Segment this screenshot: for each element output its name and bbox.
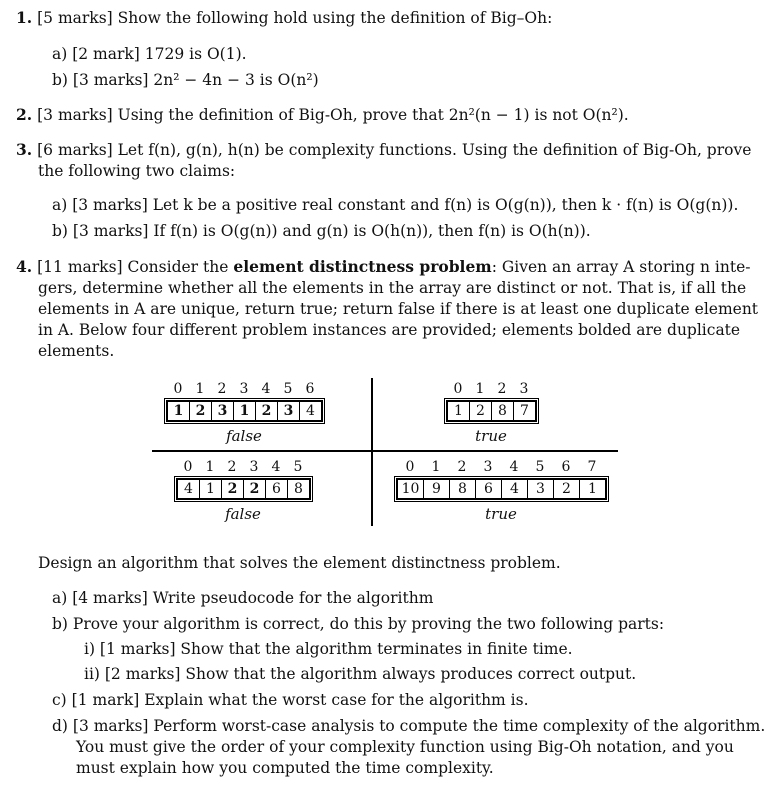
instance-1	[164, 382, 324, 446]
array-index: 5	[535, 459, 545, 475]
question-3	[16, 140, 751, 160]
array-cell-duplicate: 2	[190, 402, 212, 420]
question-3b: b) [3 marks] If f(n) is O(g(n)) and g(n) is O(h(n)), then f(n) is O(h(n)).	[52, 222, 591, 240]
array-cell: 1	[588, 481, 597, 497]
array-cell-duplicate: 2	[222, 480, 244, 498]
question-4-number: 4.	[16, 257, 33, 276]
array-index: 5	[293, 459, 303, 475]
array-index: 3	[519, 381, 529, 397]
question-1-text: [5 marks] Show the following hold using the definition of Big–Oh:	[37, 9, 553, 27]
array-index: 1	[431, 459, 441, 475]
array-index: 2	[217, 381, 227, 397]
array-cell: 8	[492, 402, 514, 420]
array-cells	[446, 400, 537, 422]
question-4	[16, 257, 751, 277]
question-3-line-1: [6 marks] Let f(n), g(n), h(n) be complexity functions. Using the definition of Big-Oh, prove	[37, 141, 752, 159]
question-1-number: 1.	[16, 8, 33, 27]
array-cell: 7	[520, 403, 529, 419]
question-4a: a) [4 marks] Write pseudocode for the algorithm	[52, 589, 434, 607]
array-cell: 4	[502, 480, 528, 498]
question-4d-line-2: You must give the order of your complexity function using Big-Oh notation, and you	[76, 738, 734, 756]
array-index: 0	[173, 381, 183, 397]
question-2-number: 2.	[16, 105, 33, 124]
instance-result: false	[225, 505, 261, 523]
array-cell: 8	[294, 481, 303, 497]
array-index: 7	[587, 459, 597, 475]
array-cell: 1	[200, 480, 222, 498]
question-4-line-5: elements.	[38, 342, 115, 360]
array-cell-duplicate: 1	[168, 402, 190, 420]
array-index: 0	[405, 459, 415, 475]
array-cell: 3	[528, 480, 554, 498]
question-3a: a) [3 marks] Let k be a positive real constant and f(n) is O(g(n)), then k · f(n) is O(g(n)).	[52, 196, 739, 214]
instance-result: true	[485, 505, 517, 523]
question-4-line-4: in A. Below four different problem instances are provided; elements bolded are duplicate	[38, 321, 741, 339]
array-index: 4	[509, 459, 519, 475]
vertical-divider	[371, 378, 373, 526]
array-index: 1	[205, 459, 215, 475]
question-4c: c) [1 mark] Explain what the worst case for the algorithm is.	[52, 691, 529, 709]
question-3-line-2: the following two claims:	[38, 162, 236, 180]
array-index: 6	[305, 381, 315, 397]
array-cell-duplicate: 2	[244, 480, 266, 498]
array-index: 1	[195, 381, 205, 397]
array-cell: 8	[450, 480, 476, 498]
instance-4	[394, 460, 608, 524]
array-cells	[176, 478, 311, 500]
array-cells	[166, 400, 323, 422]
question-4-line-3: elements in A are unique, return true; return false if there is at least one duplicate element	[38, 300, 759, 318]
array-cell: 6	[266, 480, 288, 498]
question-4-line-1-post: : Given an array A storing n inte-	[491, 258, 751, 276]
array-index: 3	[239, 381, 249, 397]
design-prompt: Design an algorithm that solves the element distinctness problem.	[38, 554, 561, 572]
horizontal-divider	[152, 450, 618, 452]
array-index: 5	[283, 381, 293, 397]
array-cell: 6	[476, 480, 502, 498]
question-2-text: [3 marks] Using the definition of Big-Oh, prove that 2n²(n − 1) is not O(n²).	[37, 106, 629, 124]
array-cell: 4	[178, 480, 200, 498]
question-1a: a) [2 mark] 1729 is O(1).	[52, 45, 247, 63]
array-cell: 10	[398, 480, 424, 498]
instance-2	[444, 382, 538, 446]
array-cell: 4	[306, 403, 315, 419]
instance-result: true	[475, 427, 507, 445]
array-cells	[396, 478, 607, 500]
array-index: 4	[271, 459, 281, 475]
question-4-line-1-pre: [11 marks] Consider the	[37, 258, 234, 276]
problem-instances	[152, 378, 618, 526]
question-1	[16, 8, 552, 28]
array-cell-duplicate: 2	[256, 402, 278, 420]
question-4d-line-3: must explain how you computed the time complexity.	[76, 759, 494, 777]
problem-name: element distinctness problem	[233, 257, 492, 276]
array-cell: 2	[554, 480, 580, 498]
array-cell-duplicate: 3	[212, 402, 234, 420]
array-cell: 2	[470, 402, 492, 420]
array-index: 2	[227, 459, 237, 475]
array-index: 0	[453, 381, 463, 397]
question-2	[16, 105, 629, 125]
question-4b-i: i) [1 marks] Show that the algorithm terminates in finite time.	[84, 640, 573, 658]
question-4d-line-1: d) [3 marks] Perform worst-case analysis to compute the time complexity of the algorithm.	[52, 717, 766, 735]
question-4b-ii: ii) [2 marks] Show that the algorithm always produces correct output.	[84, 665, 637, 683]
array-index: 1	[475, 381, 485, 397]
array-index: 0	[183, 459, 193, 475]
question-4b: b) Prove your algorithm is correct, do this by proving the two following parts:	[52, 615, 665, 633]
array-cell: 1	[448, 402, 470, 420]
array-cell-duplicate: 3	[278, 402, 300, 420]
array-index: 6	[561, 459, 571, 475]
array-cell: 9	[424, 480, 450, 498]
array-index: 2	[457, 459, 467, 475]
question-3-number: 3.	[16, 140, 33, 159]
array-index: 4	[261, 381, 271, 397]
instance-3	[174, 460, 312, 524]
array-index: 3	[483, 459, 493, 475]
question-4-line-2: gers, determine whether all the elements in the array are distinct or not. That is, if all the	[38, 279, 747, 297]
instance-result: false	[226, 427, 262, 445]
array-index: 2	[497, 381, 507, 397]
array-index: 3	[249, 459, 259, 475]
array-cell-duplicate: 1	[234, 402, 256, 420]
question-1b: b) [3 marks] 2n² − 4n − 3 is O(n²)	[52, 71, 319, 89]
